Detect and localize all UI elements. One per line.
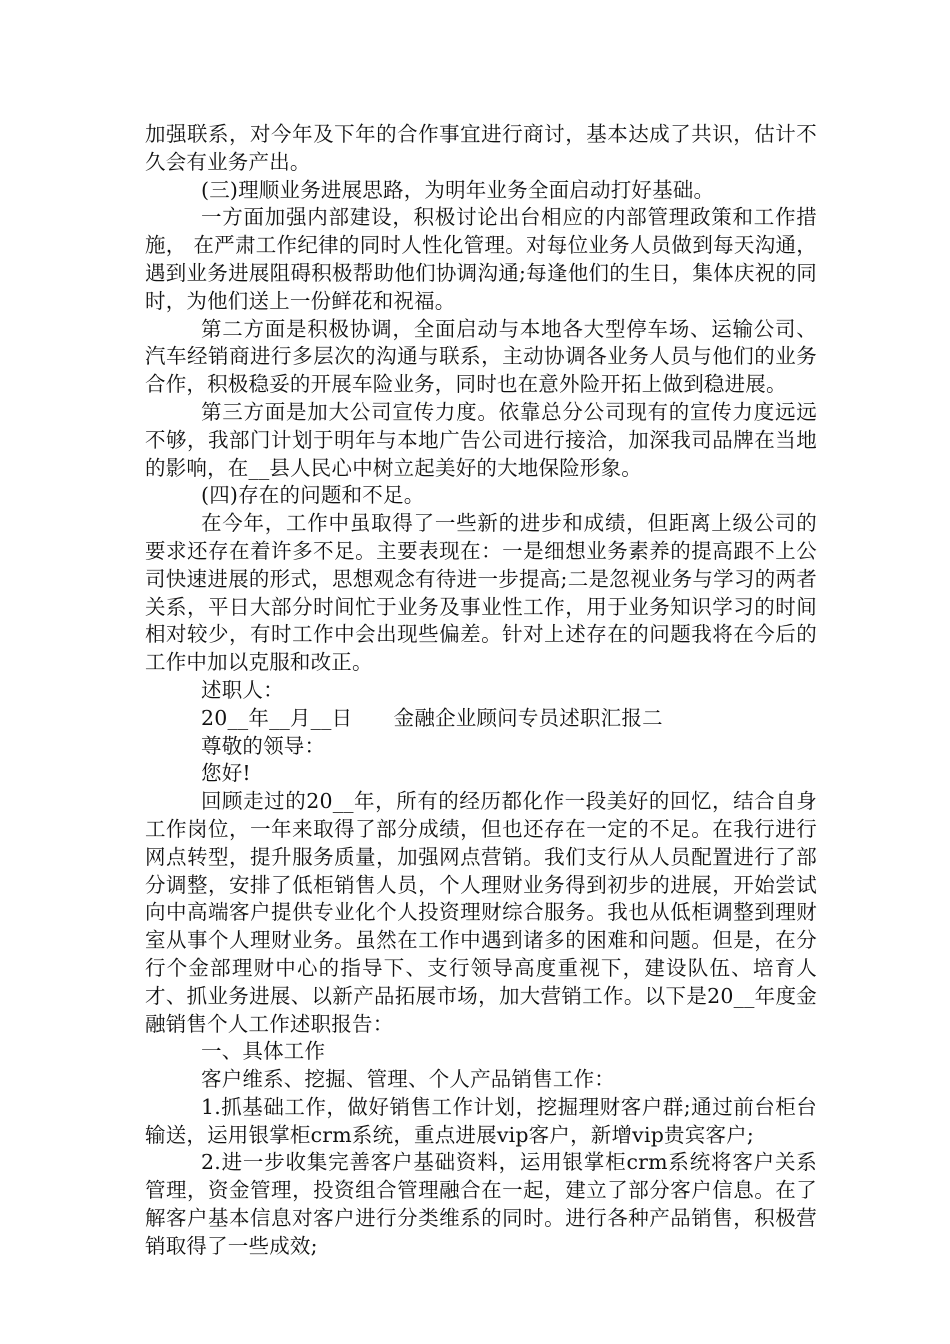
paragraph-2: (三)理顺业务进展思路，为明年业务全面启动打好基础。 (201, 177, 715, 202)
paragraph-4: 第二方面是积极协调，全面启动与本地各大型停车场、运输公司、汽车经销商进行多层次的沟通与联系，主动协调各业务人员与他们的业务合作，积极稳妥的开展车险业务，同时也在意外险开拓上做到稳进展。 (145, 316, 817, 397)
section-heading: 一、具体工作 (201, 1039, 326, 1064)
paragraph-1: 加强联系，对今年及下年的合作事宜进行商讨，基本达成了共识，估计不久会有业务产出。 (145, 122, 817, 174)
date-and-next-title: 20__年__月__日 金融企业顾问专员述职汇报二 (201, 705, 663, 730)
paragraph-6: (四)存在的问题和不足。 (201, 483, 425, 508)
list-item-2: 2.进一步收集完善客户基础资料，运用银掌柜crm系统将客户关系管理，资金管理，投资组合管理融合在一起，建立了部分客户信息。在了解客户基本信息对客户进行分类维系的同时。进行各种产品销售，积极营销取得了一些成效; (145, 1150, 817, 1258)
subsection-heading: 客户维系、挖掘、管理、个人产品销售工作： (201, 1067, 615, 1092)
paragraph-7: 在今年，工作中虽取得了一些新的进步和成绩，但距离上级公司的要求还存在着许多不足。主要表现在：一是细想业务素养的提高跟不上公司快速进展的形式，思想观念有待进一步提高;二是忽视业务与学习的两者关系，平日大部分时间忙于业务及事业性工作，用于业务知识学习的时间相对较少，有时工作中会出现些偏差。针对上述存在的问题我将在今后的工作中加以克服和改正。 (145, 511, 817, 675)
signature-label: 述职人： (201, 677, 284, 702)
paragraph-12: 回顾走过的20__年，所有的经历都化作一段美好的回忆，结合自身工作岗位，一年来取得了部分成绩，但也还存在一定的不足。在我行进行网点转型，提升服务质量，加强网点营销。我们支行从人员配置进行了部分调整，安排了低柜销售人员，个人理财业务得到初步的进展，开始尝试向中高端客户提供专业化个人投资理财综合服务。我也从低柜调整到理财室从事个人理财业务。虽然在工作中遇到诸多的困难和问题。但是，在分行个金部理财中心的指导下、支行领导高度重视下，建设队伍、培育人才、抓业务进展、以新产品拓展市场，加大营销工作。以下是20__年度金融销售个人工作述职报告： (145, 789, 817, 1036)
document-body (145, 121, 817, 1261)
paragraph-5: 第三方面是加大公司宣传力度。依靠总分公司现有的宣传力度远远不够，我部门计划于明年与本地广告公司进行接洽，加深我司品牌在当地的影响，在__县人民心中树立起美好的大地保险形象。 (145, 399, 817, 480)
greeting: 您好! (201, 761, 251, 786)
salutation: 尊敬的领导： (201, 733, 326, 758)
list-item-1: 1.抓基础工作，做好销售工作计划，挖掘理财客户群;通过前台柜台输送，运用银掌柜crm系统，重点进展vip客户，新增vip贵宾客户; (145, 1094, 817, 1147)
paragraph-3: 一方面加强内部建设，积极讨论出台相应的内部管理政策和工作措施， 在严肃工作纪律的同时人性化管理。对每位业务人员做到每天沟通，遇到业务进展阻碍积极帮助他们协调沟通;每逢他们的生日，集体庆祝的同时，为他们送上一份鲜花和祝福。 (145, 205, 817, 313)
